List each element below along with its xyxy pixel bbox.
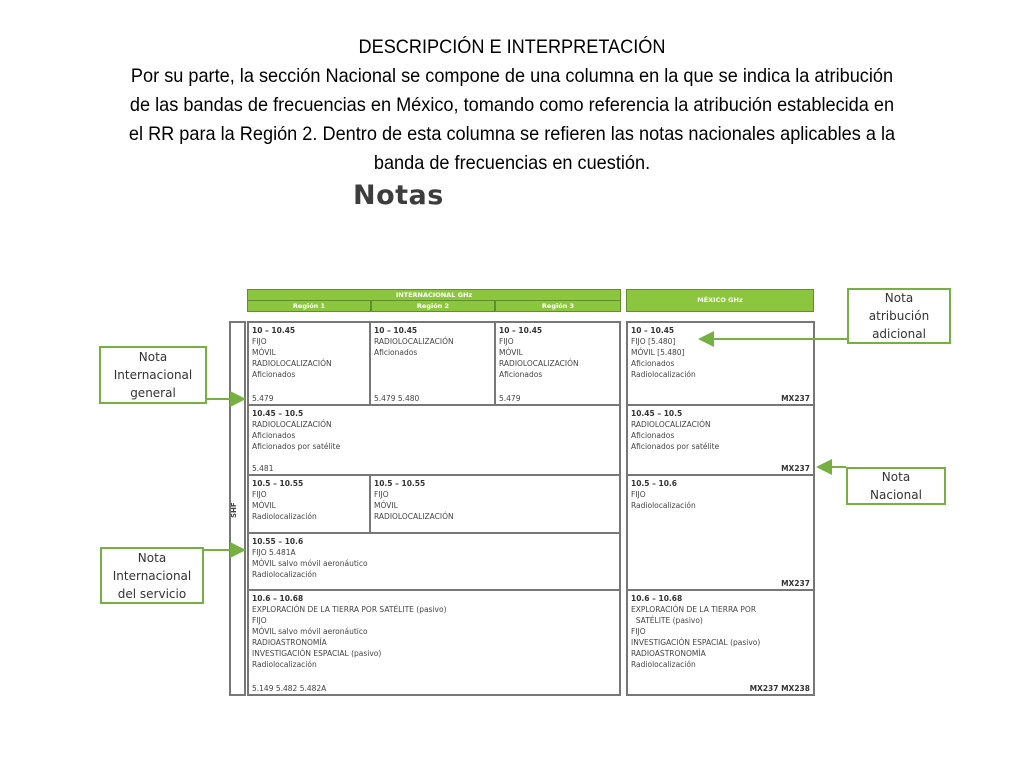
cell-line: Radiolocalización xyxy=(631,370,696,379)
cell-footnote: 5.479 xyxy=(252,394,274,403)
cell-line: Radiolocalización xyxy=(252,570,317,579)
cell-line: MÓVIL xyxy=(374,501,398,510)
callout-line: del servicio xyxy=(117,586,187,601)
callout-line: Internacional xyxy=(112,568,192,583)
cell-line: MÓVIL salvo móvil aeronáutico xyxy=(252,627,368,636)
cell-range: 10.45 – 10.5 xyxy=(631,409,683,418)
callout-line: Nota xyxy=(884,291,914,305)
cell-range: 10.45 – 10.5 xyxy=(252,409,304,418)
cell-line: MÓVIL xyxy=(499,348,523,357)
cell-line: Aficionados por satélite xyxy=(252,442,341,451)
cell-line: Radiolocalización xyxy=(631,501,696,510)
cell-line: RADIOLOCALIZACIÓN xyxy=(374,337,454,346)
cell-range: 10.5 – 10.55 xyxy=(374,479,426,488)
cell-line: RADIOLOCALIZACIÓN xyxy=(374,512,454,521)
cell-line: Aficionados xyxy=(631,359,675,368)
cell-line: Aficionados xyxy=(499,370,543,379)
national-note: MX237 xyxy=(781,464,810,473)
header-region-1: Región 1 xyxy=(247,300,371,312)
cell-line: Aficionados xyxy=(631,431,675,440)
national-note: MX237 xyxy=(781,579,810,588)
cell-line: Aficionados xyxy=(252,431,296,440)
heading-line-3: el RR para la Región 2. Dentro de esta columna se refieren las notas nacionales aplicables a la xyxy=(128,123,896,145)
cell-line: Aficionados xyxy=(374,348,418,357)
national-note: MX237 MX238 xyxy=(749,684,810,693)
cell-line: FIJO xyxy=(631,490,646,499)
cell-line: RADIOLOCALIZACIÓN xyxy=(252,420,332,429)
heading-line-4: banda de frecuencias en cuestión. xyxy=(373,152,651,174)
header-region-3: Región 3 xyxy=(495,300,621,312)
cell-line: RADIOLOCALIZACIÓN xyxy=(499,359,579,368)
cell-range: 10.6 – 10.68 xyxy=(631,594,683,603)
cell-line: FIJO xyxy=(252,490,267,499)
cell-range: 10.5 – 10.55 xyxy=(252,479,304,488)
header-international: INTERNACIONAL GHz xyxy=(247,289,621,301)
cell-footnote: 5.479 5.480 xyxy=(374,394,420,403)
cell-footnote: 5.479 xyxy=(499,394,521,403)
cell-line: FIJO xyxy=(252,337,267,346)
cell-line: INVESTIGACIÓN ESPACIAL (pasivo) xyxy=(252,649,382,658)
cell-line: EXPLORACIÓN DE LA TIERRA POR SATÉLITE (pasivo) xyxy=(252,605,447,614)
cell-line: RADIOLOCALIZACIÓN xyxy=(631,420,711,429)
cell-line: SATÉLITE (pasivo) xyxy=(631,616,703,625)
figure-title: Notas xyxy=(353,180,444,211)
cell-line: FIJO xyxy=(499,337,514,346)
cell-line: Aficionados xyxy=(252,370,296,379)
cell-range: 10 – 10.45 xyxy=(252,326,296,335)
callout-line: adicional xyxy=(872,327,926,341)
cell-line: EXPLORACIÓN DE LA TIERRA POR xyxy=(631,605,757,614)
cell-range: 10.5 – 10.6 xyxy=(631,479,677,488)
heading-line-1: Por su parte, la sección Nacional se compone de una columna en la que se indica la atribución xyxy=(130,65,894,87)
heading-title: DESCRIPCIÓN E INTERPRETACIÓN xyxy=(358,36,666,58)
cell-line: FIJO xyxy=(252,616,267,625)
cell-range: 10.55 – 10.6 xyxy=(252,537,304,546)
cell-line: Aficionados por satélite xyxy=(631,442,720,451)
cell-footnote: 5.149 5.482 5.482A xyxy=(252,684,327,693)
cell-line: RADIOASTRONOMÍA xyxy=(252,638,327,647)
cell-range: 10.6 – 10.68 xyxy=(252,594,304,603)
cell-line: Radiolocalización xyxy=(252,660,317,669)
callout-line: Nota xyxy=(881,470,911,484)
cell-range: 10 – 10.45 xyxy=(374,326,418,335)
cell-range: 10 – 10.45 xyxy=(499,326,543,335)
cell-line: FIJO xyxy=(374,490,389,499)
cell-line: RADIOLOCALIZACIÓN xyxy=(252,359,332,368)
cell-line: MÓVIL xyxy=(252,348,276,357)
cell-line: INVESTIGACIÓN ESPACIAL (pasivo) xyxy=(631,638,761,647)
national-note: MX237 xyxy=(781,394,810,403)
callout-line: Nota xyxy=(137,550,167,565)
cell-line: MÓVIL [5.480] xyxy=(631,348,685,357)
cell-range: 10 – 10.45 xyxy=(631,326,675,335)
side-label: SHF xyxy=(230,502,238,518)
header-mexico: MÉXICO GHz xyxy=(626,289,814,312)
cell-footnote: 5.481 xyxy=(252,464,274,473)
cell-line: RADIOASTRONOMÍA xyxy=(631,649,706,658)
cell-line: MÓVIL xyxy=(252,501,276,510)
cell-line: Radiolocalización xyxy=(252,512,317,521)
cell-line: FIJO xyxy=(631,627,646,636)
cell-line: Radiolocalización xyxy=(631,660,696,669)
callout-line: general xyxy=(130,386,176,400)
cell-line: MÓVIL salvo móvil aeronáutico xyxy=(252,559,368,568)
callout-line: atribución xyxy=(868,309,930,323)
callout-line: Nota xyxy=(138,350,168,364)
cell-line: FIJO [5.480] xyxy=(631,337,676,346)
header-region-2: Región 2 xyxy=(371,300,495,312)
heading-line-2: de las bandas de frecuencias en México, tomando como referencia la atribución establecida en xyxy=(129,94,895,116)
cell-line: FIJO 5.481A xyxy=(252,548,296,557)
callout-line: Nacional xyxy=(870,488,922,502)
callout-line: Internacional xyxy=(113,368,193,382)
